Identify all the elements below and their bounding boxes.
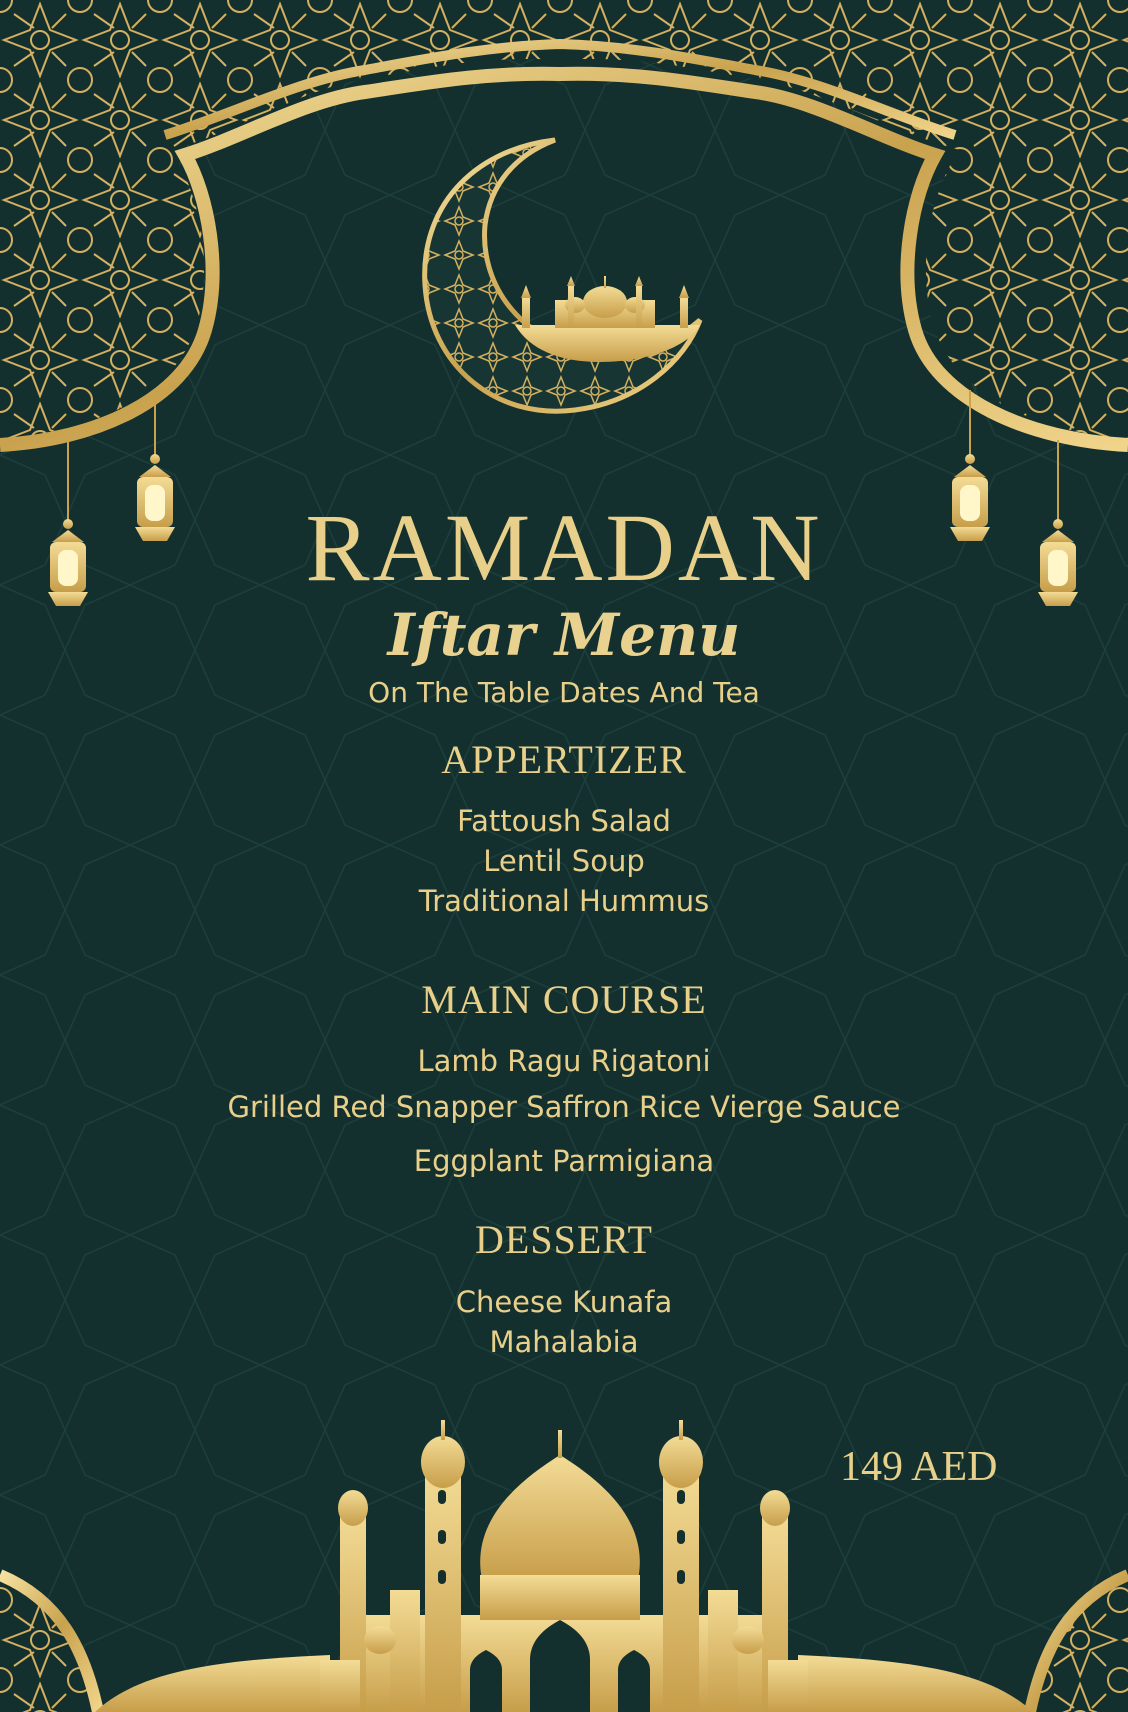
menu-tagline: On The Table Dates And Tea — [368, 676, 760, 709]
menu-price: 149 AED — [840, 1444, 998, 1490]
section-heading-main-course: MAIN COURSE — [421, 977, 707, 1022]
menu-item: Eggplant Parmigiana — [413, 1144, 715, 1178]
menu-item: Mahalabia — [489, 1325, 639, 1359]
menu-subtitle: Iftar Menu — [387, 601, 741, 669]
section-heading-appetizer: APPERTIZER — [441, 737, 687, 782]
menu-item: Fattoush Salad — [457, 804, 671, 838]
section-heading-dessert: DESSERT — [475, 1217, 653, 1262]
menu-item: Lamb Ragu Rigatoni — [417, 1044, 711, 1078]
menu-title: RAMADAN — [305, 494, 823, 601]
menu-item: Traditional Hummus — [418, 884, 710, 918]
menu-item: Lentil Soup — [483, 844, 645, 878]
menu-item: Grilled Red Snapper Saffron Rice Vierge Sauce — [227, 1090, 901, 1124]
menu-item: Cheese Kunafa — [455, 1285, 673, 1319]
